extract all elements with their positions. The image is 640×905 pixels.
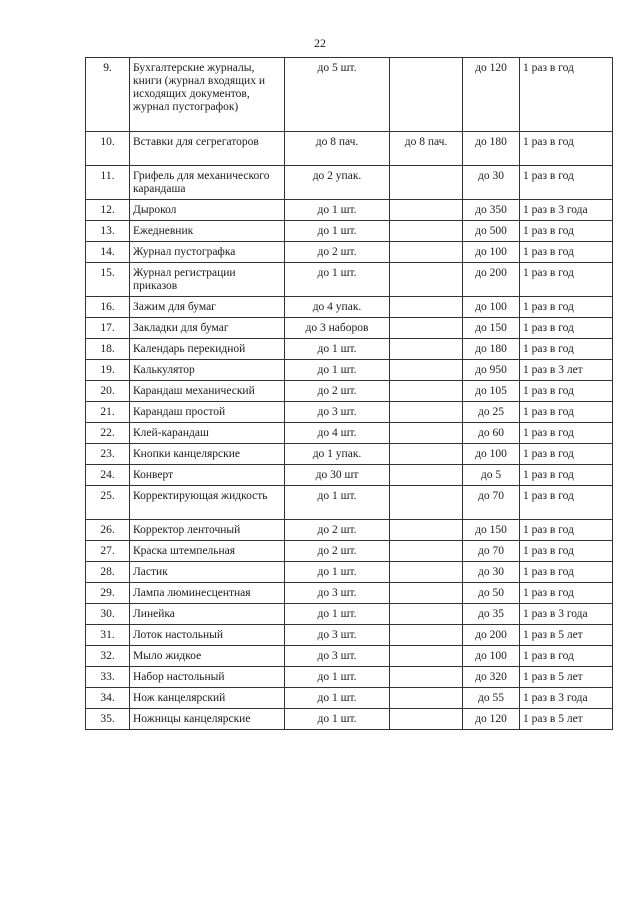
row-number: 29.: [86, 583, 130, 604]
item-quantity: до 3 шт.: [285, 625, 390, 646]
table-body: [86, 58, 613, 730]
item-quantity: до 2 шт.: [285, 381, 390, 402]
table-row: [86, 132, 613, 166]
item-period: 1 раз в 3 года: [520, 604, 613, 625]
item-quantity: до 4 упак.: [285, 297, 390, 318]
item-quantity-alt: до 8 пач.: [390, 132, 463, 166]
table-row: [86, 465, 613, 486]
item-name: Калькулятор: [130, 360, 285, 381]
item-name: Набор настольный: [130, 667, 285, 688]
row-number: 26.: [86, 520, 130, 541]
item-period: 1 раз в год: [520, 423, 613, 444]
item-price: до 100: [463, 242, 520, 263]
item-quantity: до 1 шт.: [285, 200, 390, 221]
item-period: 1 раз в год: [520, 132, 613, 166]
item-name: Ежедневник: [130, 221, 285, 242]
item-name: Клей-карандаш: [130, 423, 285, 444]
row-number: 35.: [86, 709, 130, 730]
item-quantity: до 1 шт.: [285, 667, 390, 688]
row-number: 28.: [86, 562, 130, 583]
item-price: до 150: [463, 318, 520, 339]
item-name: Лоток настольный: [130, 625, 285, 646]
item-price: до 55: [463, 688, 520, 709]
item-name: Мыло жидкое: [130, 646, 285, 667]
item-price: до 120: [463, 709, 520, 730]
item-name: Журнал регистрации приказов: [130, 263, 285, 297]
item-period: 1 раз в год: [520, 242, 613, 263]
item-price: до 30: [463, 562, 520, 583]
item-quantity-alt: [390, 200, 463, 221]
supplies-table: [85, 57, 613, 730]
item-quantity: до 1 шт.: [285, 360, 390, 381]
row-number: 23.: [86, 444, 130, 465]
item-quantity: до 2 шт.: [285, 541, 390, 562]
item-name: Карандаш механический: [130, 381, 285, 402]
item-name: Грифель для механического карандаша: [130, 166, 285, 200]
item-quantity-alt: [390, 166, 463, 200]
row-number: 27.: [86, 541, 130, 562]
table-row: [86, 625, 613, 646]
item-name: Вставки для сегрегаторов: [130, 132, 285, 166]
item-name: Зажим для бумаг: [130, 297, 285, 318]
item-quantity: до 1 шт.: [285, 562, 390, 583]
item-price: до 25: [463, 402, 520, 423]
item-period: 1 раз в 3 года: [520, 688, 613, 709]
item-quantity-alt: [390, 709, 463, 730]
item-price: до 70: [463, 541, 520, 562]
item-price: до 100: [463, 646, 520, 667]
item-period: 1 раз в год: [520, 297, 613, 318]
item-price: до 120: [463, 58, 520, 132]
item-name: Карандаш простой: [130, 402, 285, 423]
item-price: до 200: [463, 625, 520, 646]
row-number: 10.: [86, 132, 130, 166]
item-quantity: до 1 шт.: [285, 339, 390, 360]
table-row: [86, 58, 613, 132]
item-price: до 150: [463, 520, 520, 541]
item-quantity: до 1 шт.: [285, 221, 390, 242]
item-quantity: до 1 шт.: [285, 688, 390, 709]
row-number: 25.: [86, 486, 130, 520]
item-period: 1 раз в год: [520, 318, 613, 339]
item-quantity-alt: [390, 625, 463, 646]
row-number: 18.: [86, 339, 130, 360]
item-quantity: до 1 шт.: [285, 263, 390, 297]
table-row: [86, 402, 613, 423]
item-name: Корректор ленточный: [130, 520, 285, 541]
item-price: до 180: [463, 339, 520, 360]
item-price: до 70: [463, 486, 520, 520]
item-name: Бухгалтерские журналы, книги (журнал входящих и исходящих документов, журнал пустографок): [130, 58, 285, 132]
table-row: [86, 486, 613, 520]
item-quantity: до 3 наборов: [285, 318, 390, 339]
item-name: Журнал пустографка: [130, 242, 285, 263]
item-period: 1 раз в 5 лет: [520, 709, 613, 730]
table-row: [86, 423, 613, 444]
item-period: 1 раз в год: [520, 541, 613, 562]
item-period: 1 раз в 5 лет: [520, 625, 613, 646]
table-row: [86, 360, 613, 381]
row-number: 31.: [86, 625, 130, 646]
item-quantity: до 1 шт.: [285, 604, 390, 625]
item-period: 1 раз в 3 лет: [520, 360, 613, 381]
item-quantity: до 5 шт.: [285, 58, 390, 132]
item-quantity: до 8 пач.: [285, 132, 390, 166]
item-price: до 35: [463, 604, 520, 625]
item-quantity-alt: [390, 360, 463, 381]
item-name: Линейка: [130, 604, 285, 625]
item-name: Ластик: [130, 562, 285, 583]
row-number: 34.: [86, 688, 130, 709]
item-quantity-alt: [390, 562, 463, 583]
table-row: [86, 200, 613, 221]
item-quantity: до 3 шт.: [285, 402, 390, 423]
item-quantity-alt: [390, 520, 463, 541]
table-row: [86, 263, 613, 297]
item-name: Корректирующая жидкость: [130, 486, 285, 520]
table-row: [86, 583, 613, 604]
table-row: [86, 297, 613, 318]
item-price: до 950: [463, 360, 520, 381]
item-price: до 60: [463, 423, 520, 444]
table-row: [86, 562, 613, 583]
table-row: [86, 444, 613, 465]
item-period: 1 раз в год: [520, 58, 613, 132]
item-quantity-alt: [390, 339, 463, 360]
item-period: 1 раз в год: [520, 646, 613, 667]
table-row: [86, 667, 613, 688]
table-row: [86, 688, 613, 709]
item-period: 1 раз в год: [520, 402, 613, 423]
item-quantity-alt: [390, 583, 463, 604]
item-period: 1 раз в год: [520, 465, 613, 486]
row-number: 30.: [86, 604, 130, 625]
table-row: [86, 242, 613, 263]
item-period: 1 раз в год: [520, 381, 613, 402]
row-number: 24.: [86, 465, 130, 486]
item-quantity-alt: [390, 541, 463, 562]
item-price: до 30: [463, 166, 520, 200]
item-name: Краска штемпельная: [130, 541, 285, 562]
item-name: Конверт: [130, 465, 285, 486]
item-period: 1 раз в год: [520, 520, 613, 541]
row-number: 13.: [86, 221, 130, 242]
item-quantity-alt: [390, 263, 463, 297]
item-quantity-alt: [390, 667, 463, 688]
item-period: 1 раз в год: [520, 583, 613, 604]
table-row: [86, 604, 613, 625]
table-row: [86, 646, 613, 667]
row-number: 19.: [86, 360, 130, 381]
item-period: 1 раз в год: [520, 562, 613, 583]
table-row: [86, 709, 613, 730]
row-number: 11.: [86, 166, 130, 200]
item-price: до 200: [463, 263, 520, 297]
item-quantity: до 1 шт.: [285, 709, 390, 730]
item-quantity: до 30 шт: [285, 465, 390, 486]
item-quantity-alt: [390, 486, 463, 520]
item-price: до 320: [463, 667, 520, 688]
item-quantity-alt: [390, 423, 463, 444]
table-row: [86, 221, 613, 242]
item-period: 1 раз в 3 года: [520, 200, 613, 221]
item-price: до 5: [463, 465, 520, 486]
item-quantity: до 4 шт.: [285, 423, 390, 444]
table-row: [86, 318, 613, 339]
row-number: 12.: [86, 200, 130, 221]
item-period: 1 раз в год: [520, 221, 613, 242]
item-period: 1 раз в год: [520, 486, 613, 520]
item-quantity: до 2 шт.: [285, 242, 390, 263]
row-number: 32.: [86, 646, 130, 667]
item-quantity: до 1 шт.: [285, 486, 390, 520]
row-number: 15.: [86, 263, 130, 297]
item-quantity-alt: [390, 688, 463, 709]
item-period: 1 раз в год: [520, 166, 613, 200]
item-period: 1 раз в год: [520, 339, 613, 360]
item-name: Кнопки канцелярские: [130, 444, 285, 465]
item-quantity-alt: [390, 242, 463, 263]
table-row: [86, 381, 613, 402]
item-name: Дырокол: [130, 200, 285, 221]
item-name: Закладки для бумаг: [130, 318, 285, 339]
item-name: Ножницы канцелярские: [130, 709, 285, 730]
item-quantity-alt: [390, 402, 463, 423]
item-quantity: до 3 шт.: [285, 583, 390, 604]
row-number: 33.: [86, 667, 130, 688]
item-price: до 100: [463, 444, 520, 465]
item-quantity: до 2 упак.: [285, 166, 390, 200]
item-price: до 350: [463, 200, 520, 221]
page-number: 22: [314, 36, 326, 50]
row-number: 21.: [86, 402, 130, 423]
item-quantity-alt: [390, 58, 463, 132]
item-period: 1 раз в 5 лет: [520, 667, 613, 688]
item-name: Лампа люминесцентная: [130, 583, 285, 604]
row-number: 20.: [86, 381, 130, 402]
item-quantity-alt: [390, 465, 463, 486]
item-quantity: до 3 шт.: [285, 646, 390, 667]
item-quantity-alt: [390, 444, 463, 465]
table-row: [86, 541, 613, 562]
table-row: [86, 520, 613, 541]
table-row: [86, 339, 613, 360]
item-price: до 500: [463, 221, 520, 242]
item-price: до 100: [463, 297, 520, 318]
item-quantity: до 2 шт.: [285, 520, 390, 541]
item-quantity-alt: [390, 221, 463, 242]
row-number: 17.: [86, 318, 130, 339]
item-quantity-alt: [390, 381, 463, 402]
item-quantity-alt: [390, 646, 463, 667]
item-name: Календарь перекидной: [130, 339, 285, 360]
row-number: 14.: [86, 242, 130, 263]
item-quantity-alt: [390, 297, 463, 318]
item-price: до 105: [463, 381, 520, 402]
row-number: 22.: [86, 423, 130, 444]
row-number: 9.: [86, 58, 130, 132]
item-price: до 50: [463, 583, 520, 604]
item-name: Нож канцелярский: [130, 688, 285, 709]
item-price: до 180: [463, 132, 520, 166]
item-quantity: до 1 упак.: [285, 444, 390, 465]
item-quantity-alt: [390, 318, 463, 339]
row-number: 16.: [86, 297, 130, 318]
item-quantity-alt: [390, 604, 463, 625]
item-period: 1 раз в год: [520, 263, 613, 297]
table-row: [86, 166, 613, 200]
item-period: 1 раз в год: [520, 444, 613, 465]
